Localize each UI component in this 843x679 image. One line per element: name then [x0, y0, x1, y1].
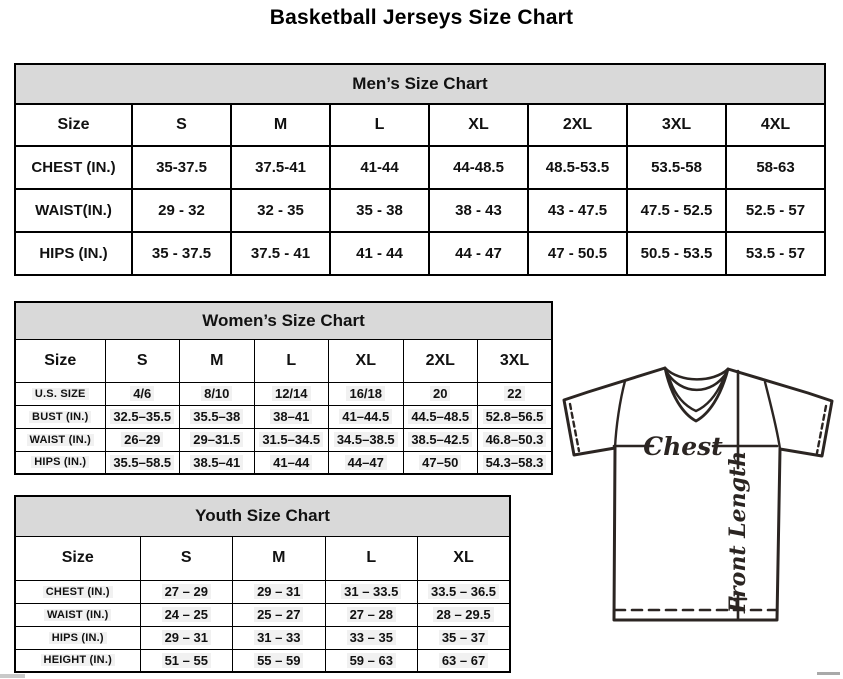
- value-cell-text: 47–50: [419, 455, 461, 470]
- jersey-body: [614, 448, 780, 620]
- value-cell-text: 46.8–50.3: [483, 432, 547, 447]
- value-cell: [329, 428, 404, 451]
- value-cell: [478, 428, 553, 451]
- column-header: XL: [329, 339, 404, 382]
- value-cell-text: 24 – 25: [162, 607, 211, 622]
- value-cell: [528, 146, 627, 189]
- value-cell: [105, 405, 180, 428]
- value-cell: [627, 146, 726, 189]
- column-header: L: [254, 339, 329, 382]
- value-cell: [231, 232, 330, 275]
- value-cell: [180, 382, 255, 405]
- column-header: M: [180, 339, 255, 382]
- row-label: [15, 451, 105, 474]
- value-cell: [418, 649, 511, 672]
- row-label: [15, 603, 140, 626]
- chest-label: Chest: [643, 432, 723, 461]
- value-cell-text: 27 – 28: [347, 607, 396, 622]
- row-label: [15, 232, 132, 275]
- column-header: S: [132, 104, 231, 146]
- column-header: XL: [429, 104, 528, 146]
- value-cell: [330, 189, 429, 232]
- column-header: M: [231, 104, 330, 146]
- table-title-row: [15, 64, 825, 104]
- value-cell: [330, 146, 429, 189]
- value-cell: [254, 382, 329, 405]
- value-cell-text: 31 – 33.5: [341, 584, 401, 599]
- value-cell: [726, 189, 825, 232]
- value-cell: [132, 232, 231, 275]
- value-cell-text: 31.5–34.5: [259, 432, 323, 447]
- value-cell: [329, 405, 404, 428]
- value-cell-text: 59 – 63: [347, 653, 396, 668]
- row-label-text: BUST (IN.): [29, 411, 91, 423]
- value-cell: [254, 405, 329, 428]
- table-row: [15, 428, 552, 451]
- row-label-text: HIPS (IN.): [49, 632, 107, 644]
- value-cell: [140, 603, 233, 626]
- table-row: [15, 580, 510, 603]
- value-cell: [140, 649, 233, 672]
- value-cell-text: 52.8–56.5: [483, 409, 547, 424]
- column-header-row: [15, 339, 552, 382]
- youth-size-table: [14, 495, 511, 673]
- value-cell: [132, 146, 231, 189]
- value-cell: [330, 232, 429, 275]
- value-cell-text: 35 - 37.5: [151, 245, 212, 262]
- front-length-label: Front Length: [725, 450, 751, 614]
- value-cell-text: 58-63: [756, 159, 795, 176]
- value-cell: [429, 232, 528, 275]
- value-cell: [478, 405, 553, 428]
- mens-size-table: [14, 63, 826, 276]
- value-cell-text: 38.5–42.5: [408, 432, 472, 447]
- value-cell: [254, 451, 329, 474]
- jersey-collar: [665, 368, 728, 379]
- value-cell-text: 35 - 38: [356, 202, 403, 219]
- value-cell: [180, 428, 255, 451]
- value-cell-text: 47 - 50.5: [547, 245, 608, 262]
- column-header: Size: [15, 536, 140, 580]
- value-cell: [418, 626, 511, 649]
- column-header: Size: [15, 104, 132, 146]
- value-cell-text: 31 – 33: [254, 630, 303, 645]
- value-cell-text: 53.5 - 57: [745, 245, 806, 262]
- value-cell-text: 28 – 29.5: [433, 607, 493, 622]
- column-header: S: [140, 536, 233, 580]
- value-cell-text: 16/18: [346, 386, 385, 401]
- value-cell: [233, 603, 326, 626]
- horizontal-scrollbar-thumb[interactable]: [0, 674, 25, 678]
- row-label: [15, 428, 105, 451]
- value-cell: [726, 146, 825, 189]
- value-cell-text: 44-48.5: [453, 159, 504, 176]
- value-cell-text: 63 – 67: [439, 653, 488, 668]
- value-cell: [233, 649, 326, 672]
- value-cell-text: 44 - 47: [455, 245, 502, 262]
- value-cell: [418, 580, 511, 603]
- column-header: 3XL: [478, 339, 553, 382]
- value-cell: [403, 382, 478, 405]
- table-row: [15, 451, 552, 474]
- value-cell: [105, 451, 180, 474]
- value-cell: [429, 146, 528, 189]
- table-row: [15, 189, 825, 232]
- value-cell-text: 53.5-58: [651, 159, 702, 176]
- value-cell-text: 35.5–58.5: [110, 455, 174, 470]
- row-label: [15, 626, 140, 649]
- value-cell: [627, 189, 726, 232]
- row-label-text: U.S. SIZE: [32, 388, 89, 400]
- value-cell: [105, 382, 180, 405]
- value-cell-text: 43 - 47.5: [547, 202, 608, 219]
- value-cell: [140, 580, 233, 603]
- value-cell-text: 4/6: [130, 386, 154, 401]
- value-cell-text: 37.5-41: [255, 159, 306, 176]
- column-header: 3XL: [627, 104, 726, 146]
- value-cell: [325, 580, 418, 603]
- table-row: [15, 649, 510, 672]
- value-cell: [231, 146, 330, 189]
- column-header: S: [105, 339, 180, 382]
- value-cell: [325, 603, 418, 626]
- row-label-text: WAIST (IN.): [27, 434, 94, 446]
- value-cell-text: 41–44.5: [339, 409, 392, 424]
- table-title-row: [15, 302, 552, 339]
- value-cell-text: 41 - 44: [356, 245, 403, 262]
- row-label: [15, 382, 105, 405]
- value-cell-text: 8/10: [201, 386, 232, 401]
- value-cell-text: 25 – 27: [254, 607, 303, 622]
- value-cell: [528, 232, 627, 275]
- value-cell-text: 29 – 31: [162, 630, 211, 645]
- value-cell-text: 32 - 35: [257, 202, 304, 219]
- jersey-measurement-diagram: [558, 358, 838, 626]
- column-header: 2XL: [528, 104, 627, 146]
- value-cell: [429, 189, 528, 232]
- row-label: [15, 580, 140, 603]
- row-label-text: HEIGHT (IN.): [41, 654, 115, 666]
- value-cell-text: 38–41: [270, 409, 312, 424]
- column-header: 2XL: [403, 339, 478, 382]
- value-cell: [329, 382, 404, 405]
- table-title: Men’s Size Chart: [15, 64, 825, 104]
- value-cell-text: 50.5 - 53.5: [640, 245, 713, 262]
- value-cell-text: 47.5 - 52.5: [640, 202, 713, 219]
- value-cell: [180, 451, 255, 474]
- page-title: Basketball Jerseys Size Chart: [269, 6, 574, 29]
- value-cell: [132, 189, 231, 232]
- value-cell-text: 33.5 – 36.5: [428, 584, 499, 599]
- row-label-text: CHEST (IN.): [31, 159, 116, 176]
- value-cell-text: 35 – 37: [439, 630, 488, 645]
- jersey-left-armhole-seam: [615, 381, 625, 448]
- value-cell-text: 33 – 35: [347, 630, 396, 645]
- value-cell: [254, 428, 329, 451]
- row-label-text: CHEST (IN.): [43, 586, 113, 598]
- value-cell: [478, 382, 553, 405]
- value-cell-text: 35-37.5: [156, 159, 207, 176]
- value-cell: [403, 428, 478, 451]
- column-header: XL: [418, 536, 511, 580]
- value-cell-text: 27 – 29: [162, 584, 211, 599]
- value-cell: [403, 405, 478, 428]
- row-label: [15, 189, 132, 232]
- value-cell: [627, 232, 726, 275]
- value-cell-text: 34.5–38.5: [334, 432, 398, 447]
- row-label-text: WAIST(IN.): [35, 202, 112, 219]
- column-header: L: [325, 536, 418, 580]
- value-cell-text: 32.5–35.5: [110, 409, 174, 424]
- column-header: Size: [15, 339, 105, 382]
- value-cell: [325, 626, 418, 649]
- value-cell-text: 20: [430, 386, 450, 401]
- value-cell-text: 35.5–38: [190, 409, 243, 424]
- table-row: [15, 146, 825, 189]
- table-row: [15, 626, 510, 649]
- value-cell-text: 41–44: [270, 455, 312, 470]
- value-cell: [418, 603, 511, 626]
- row-label: [15, 649, 140, 672]
- row-label-text: HIPS (IN.): [31, 456, 89, 468]
- value-cell: [325, 649, 418, 672]
- column-header: L: [330, 104, 429, 146]
- value-cell: [231, 189, 330, 232]
- value-cell-text: 54.3–58.3: [483, 455, 547, 470]
- value-cell-text: 29 - 32: [158, 202, 205, 219]
- value-cell: [329, 451, 404, 474]
- column-header-row: [15, 104, 825, 146]
- value-cell-text: 55 – 59: [254, 653, 303, 668]
- value-cell-text: 26–29: [121, 432, 163, 447]
- value-cell-text: 51 – 55: [162, 653, 211, 668]
- table-row: [15, 232, 825, 275]
- table-row: [15, 382, 552, 405]
- value-cell: [528, 189, 627, 232]
- value-cell: [180, 405, 255, 428]
- table-row: [15, 603, 510, 626]
- table-title: Women’s Size Chart: [15, 302, 552, 339]
- value-cell: [105, 428, 180, 451]
- row-label: [15, 146, 132, 189]
- row-label-text: WAIST (IN.): [44, 609, 111, 621]
- value-cell: [140, 626, 233, 649]
- value-cell: [726, 232, 825, 275]
- column-header: 4XL: [726, 104, 825, 146]
- value-cell-text: 48.5-53.5: [545, 159, 610, 176]
- column-header: M: [233, 536, 326, 580]
- value-cell-text: 38 - 43: [455, 202, 502, 219]
- value-cell-text: 22: [504, 386, 524, 401]
- value-cell: [233, 626, 326, 649]
- value-cell-text: 44.5–48.5: [408, 409, 472, 424]
- value-cell-text: 44–47: [345, 455, 387, 470]
- column-header-row: [15, 536, 510, 580]
- table-title: Youth Size Chart: [15, 496, 510, 536]
- horizontal-scrollbar-track-end[interactable]: [817, 672, 840, 675]
- value-cell-text: 41-44: [360, 159, 399, 176]
- value-cell-text: 12/14: [272, 386, 311, 401]
- jersey-right-armhole-seam: [765, 382, 780, 449]
- value-cell-text: 37.5 - 41: [250, 245, 311, 262]
- womens-size-table: [14, 301, 553, 475]
- row-label: [15, 405, 105, 428]
- value-cell-text: 38.5–41: [190, 455, 243, 470]
- table-title-row: [15, 496, 510, 536]
- row-label-text: HIPS (IN.): [39, 245, 108, 262]
- table-row: [15, 405, 552, 428]
- value-cell: [233, 580, 326, 603]
- value-cell: [403, 451, 478, 474]
- value-cell-text: 29–31.5: [190, 432, 243, 447]
- value-cell: [478, 451, 553, 474]
- value-cell-text: 52.5 - 57: [745, 202, 806, 219]
- value-cell-text: 29 – 31: [254, 584, 303, 599]
